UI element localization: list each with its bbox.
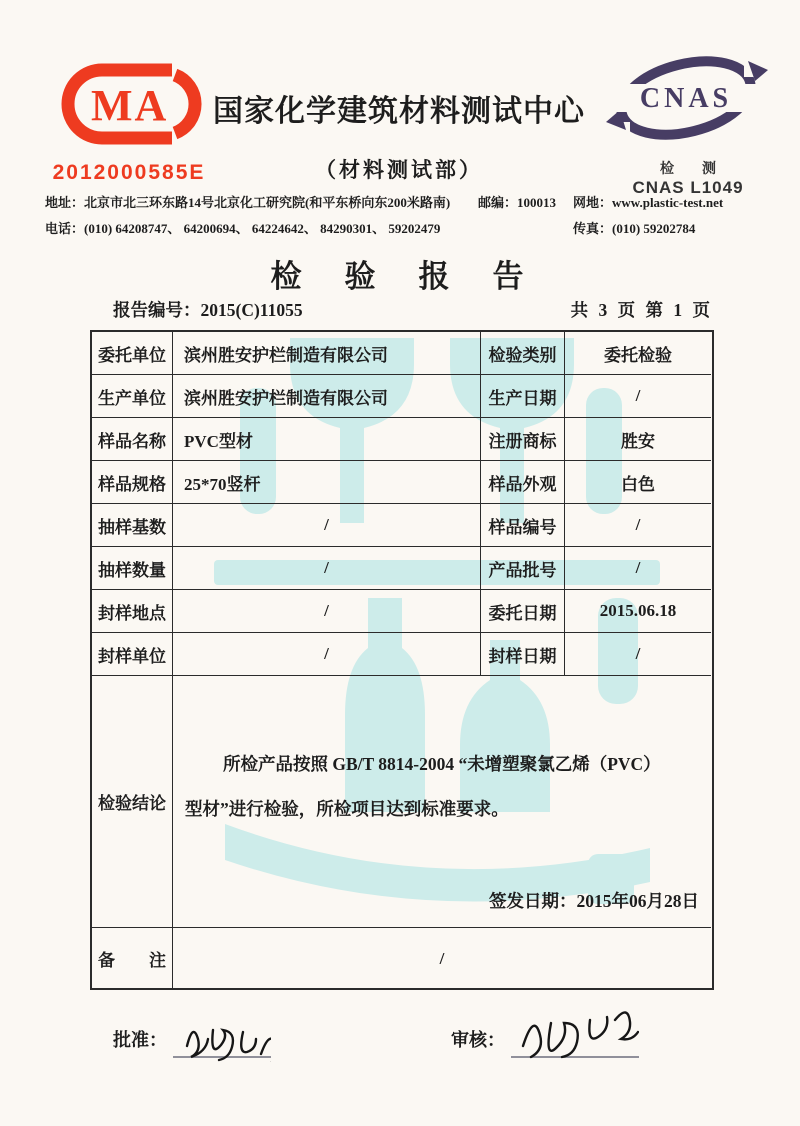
row-value: 胜安 [565, 418, 711, 461]
row-label: 检验类别 [481, 332, 565, 375]
contact-block [45, 192, 760, 244]
report-number-line [113, 297, 713, 323]
contact-line-2 [45, 218, 760, 244]
cnas-letters: CNAS [639, 83, 733, 114]
row-value: / [565, 547, 711, 590]
row-value: / [173, 504, 481, 547]
row-value: 25*70竖杆 [173, 461, 481, 504]
approve-signature-block [113, 1022, 271, 1059]
fax [573, 218, 695, 237]
row-label: 样品规格 [92, 461, 173, 504]
website-value: www.plastic-test.net [612, 195, 724, 210]
row-value: 滨州胜安护栏制造有限公司 [173, 332, 481, 375]
report-number-value: 2015(C)11055 [200, 300, 303, 320]
row-value: / [565, 375, 711, 418]
remark-label: 备 注 [92, 928, 173, 989]
review-signature-line [511, 1022, 639, 1058]
review-signature [511, 1004, 639, 1062]
contact-line-1 [45, 192, 760, 218]
conclusion-text [173, 742, 711, 832]
conclusion-line-1: 所检产品按照 GB/T 8814-2004 “未增塑聚氯乙烯（PVC） [223, 754, 661, 774]
conclusion-line-2: 型材”进行检验，所检项目达到标准要求。 [185, 799, 509, 819]
row-value: 委托检验 [565, 332, 711, 375]
org-header [198, 86, 600, 184]
postal-value: 100013 [517, 195, 557, 210]
org-department: （材料测试部） [315, 158, 483, 182]
website [573, 192, 723, 211]
phone-label: 电话： [45, 221, 85, 236]
row-label: 样品外观 [481, 461, 565, 504]
row-label: 产品批号 [481, 547, 565, 590]
row-label: 生产日期 [481, 375, 565, 418]
cnas-scope-label: 检 测 [660, 162, 716, 177]
row-value: / [565, 633, 711, 676]
row-label: 样品名称 [92, 418, 173, 461]
cnas-mark-icon [598, 48, 778, 152]
page-count: 共 3 页 第 1 页 [570, 300, 713, 320]
report-number-label: 报告编号： [113, 300, 201, 320]
address-label: 地址： [45, 195, 85, 210]
cnas-accreditation-number: CNAS L1049 [632, 178, 744, 197]
row-value: / [173, 590, 481, 633]
approve-signature [173, 1010, 271, 1062]
row-label: 生产单位 [92, 375, 173, 418]
row-label: 封样单位 [92, 633, 173, 676]
cma-logo [50, 58, 208, 185]
phone-value: (010) 64208747、 64200694、 64224642、 84290301、 59202479 [84, 221, 441, 236]
row-value: / [565, 504, 711, 547]
row-value: 滨州胜安护栏制造有限公司 [173, 375, 481, 418]
address-value: 北京市北三环东路14号北京化工研究院(和平东桥向东200米路南) [84, 195, 451, 210]
row-value: 白色 [565, 461, 711, 504]
review-signature-block [451, 1022, 639, 1059]
review-label: 审核： [451, 1030, 505, 1050]
conclusion-label: 检验结论 [92, 676, 173, 928]
website-label: 网地： [573, 195, 613, 210]
org-name: 国家化学建筑材料测试中心 [213, 95, 585, 128]
approve-label: 批准： [113, 1030, 167, 1050]
conclusion-cell [173, 676, 711, 928]
row-value: / [173, 633, 481, 676]
row-value: PVC型材 [173, 418, 481, 461]
cnas-logo [598, 48, 778, 198]
phone [45, 218, 440, 237]
row-label: 委托日期 [481, 590, 565, 633]
row-label: 抽样数量 [92, 547, 173, 590]
cma-mark-icon [54, 58, 204, 150]
postal-code [478, 192, 556, 211]
issue-date-label: 签发日期： [489, 891, 577, 911]
row-label: 封样地点 [92, 590, 173, 633]
remark-value: / [439, 948, 445, 968]
row-label: 样品编号 [481, 504, 565, 547]
approve-signature-line [173, 1022, 271, 1058]
row-value: 2015.06.18 [565, 590, 711, 633]
document-title: 检 验 报 告 [270, 259, 530, 294]
row-label: 注册商标 [481, 418, 565, 461]
address [45, 192, 450, 211]
row-label: 封样日期 [481, 633, 565, 676]
row-value: / [173, 547, 481, 590]
row-label: 抽样基数 [92, 504, 173, 547]
cma-certificate-number: 2012000585E [52, 161, 206, 184]
report-table [90, 330, 714, 990]
issue-date-line [489, 888, 699, 913]
row-label: 委托单位 [92, 332, 173, 375]
fax-label: 传真： [573, 221, 613, 236]
cma-letters: MA [91, 81, 169, 130]
issue-date-value: 2015年06月28日 [576, 891, 699, 911]
postal-label: 邮编： [478, 195, 518, 210]
fax-value: (010) 59202784 [612, 221, 696, 236]
